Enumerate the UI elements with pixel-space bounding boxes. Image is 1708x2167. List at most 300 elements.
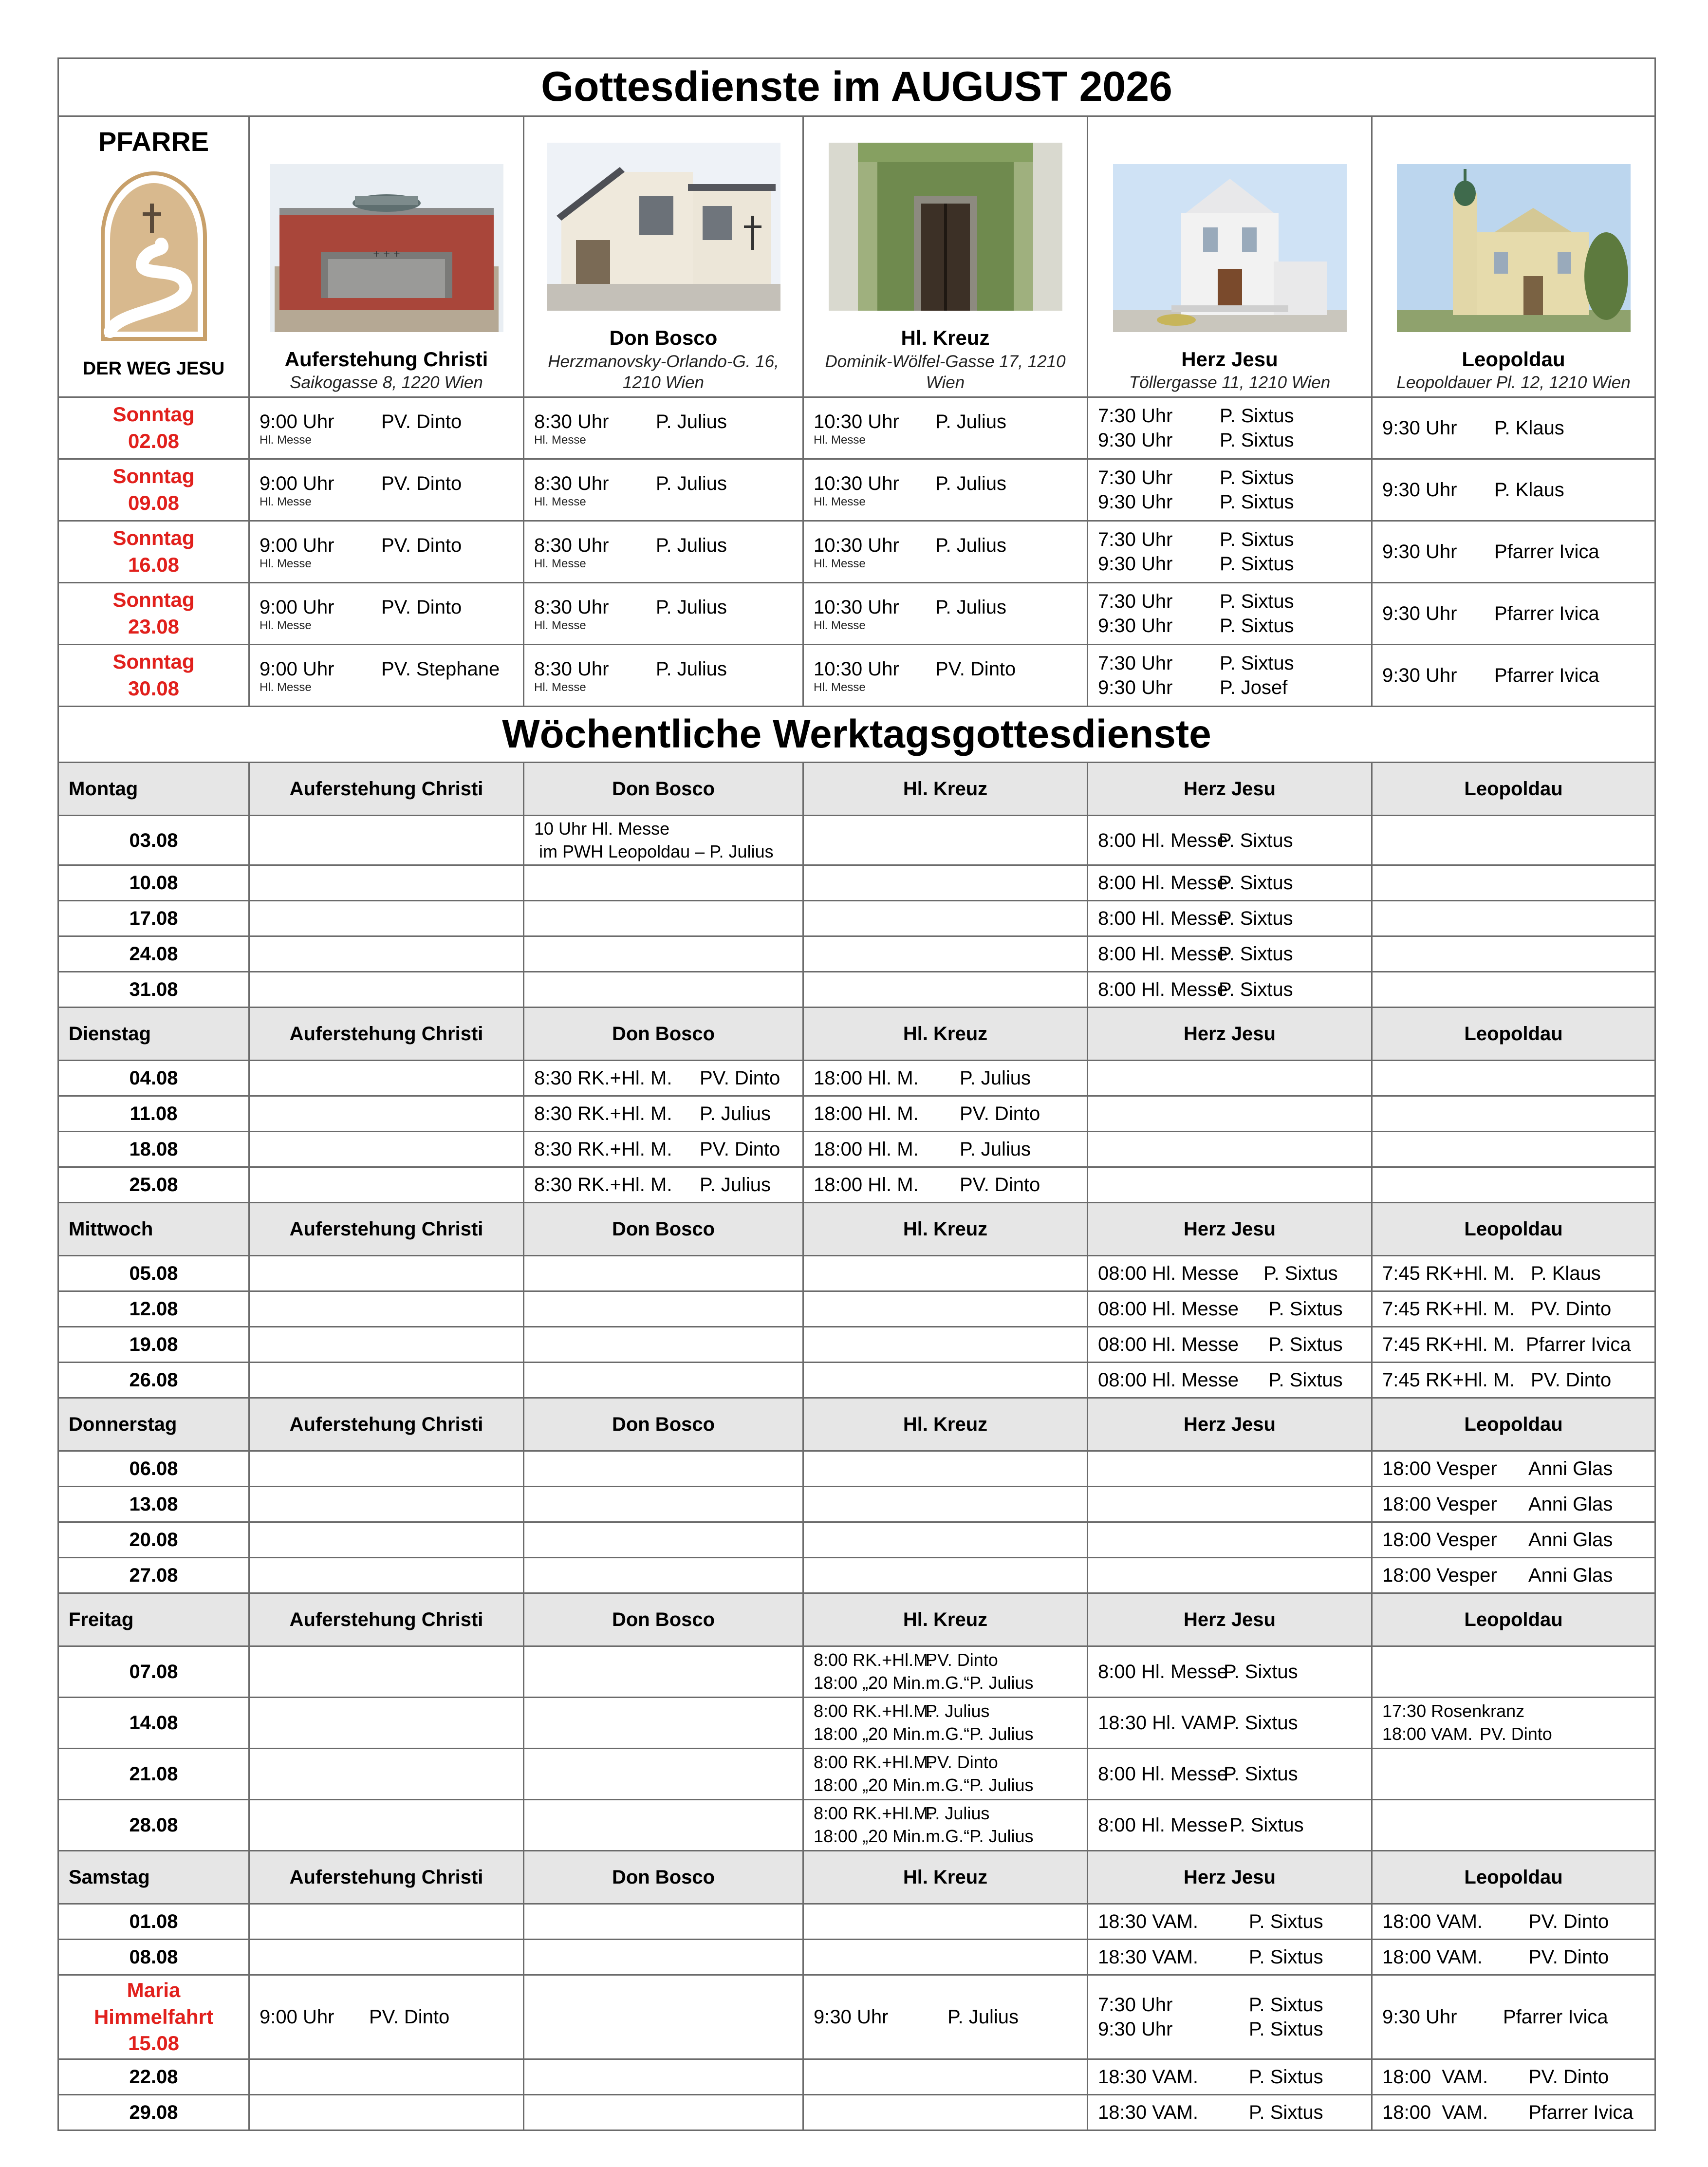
- empty-cell: [803, 1451, 1088, 1487]
- logo-bottom-text: DER WEG JESU: [82, 358, 225, 379]
- service-text: 18:30 VAM.: [1098, 2102, 1199, 2123]
- empty-cell: [249, 1061, 524, 1096]
- service-cell: [1088, 1646, 1372, 1698]
- service-cell: [1372, 1291, 1655, 1327]
- service-priest: Pfarrer Ivica: [1528, 2102, 1634, 2123]
- weekday-section-title: Wöchentliche Werktagsgottesdienste: [58, 707, 1655, 763]
- column-header: Auferstehung Christi: [249, 1851, 524, 1904]
- empty-cell: [803, 1327, 1088, 1363]
- service-cell: [803, 1167, 1088, 1203]
- service-text: 8:00 RK.+Hl.M.: [814, 1803, 933, 1824]
- empty-cell: [524, 1698, 803, 1749]
- service-time: 10:30 Uhr: [814, 411, 899, 432]
- empty-cell: [524, 1451, 803, 1487]
- service-priest: P. Sixtus: [1263, 1263, 1338, 1284]
- service-time: 8:30 Uhr: [534, 596, 609, 618]
- service-text: 18:00 „20 Min.m.G.“P. Julius: [814, 1775, 1034, 1795]
- sunday-date-cell: [58, 583, 249, 645]
- service-text: 18:00 „20 Min.m.G.“P. Julius: [814, 1673, 1034, 1693]
- column-header: Auferstehung Christi: [249, 1203, 524, 1256]
- service-priest: P. Klaus: [1494, 417, 1564, 439]
- service-priest: P. Julius: [935, 472, 1007, 494]
- column-header: Auferstehung Christi: [249, 763, 524, 816]
- sunday-date: 16.08: [128, 553, 180, 576]
- column-header: Hl. Kreuz: [803, 1398, 1088, 1451]
- empty-cell: [249, 1646, 524, 1698]
- page-title: Gottesdienste im AUGUST 2026: [58, 58, 1655, 116]
- table-row: [58, 1646, 1655, 1698]
- service-text: 08:00 Hl. Messe: [1098, 1334, 1239, 1355]
- row-date: 21.08: [58, 1749, 249, 1800]
- empty-cell: [1372, 1800, 1655, 1851]
- church-address: Herzmanovsky-Orlando-G. 16, 1210 Wien: [548, 352, 779, 392]
- weekday-name: Donnerstag: [58, 1398, 249, 1451]
- service-priest: P. Sixtus: [1224, 1661, 1298, 1682]
- table-row: [58, 816, 1655, 865]
- weekday-header-row: [58, 1851, 1655, 1904]
- service-time: 8:30 Uhr: [534, 658, 609, 680]
- empty-cell: [1372, 1749, 1655, 1800]
- column-header: Herz Jesu: [1088, 1593, 1372, 1646]
- service-priest: P. Klaus: [1531, 1263, 1601, 1284]
- logo-top-text: PFARRE: [98, 126, 209, 157]
- table-row: [58, 1487, 1655, 1522]
- sunday-date-cell: [58, 397, 249, 459]
- empty-cell: [803, 1522, 1088, 1558]
- service-cell: [803, 459, 1088, 521]
- service-cell: [249, 521, 524, 583]
- service-priest: P. Sixtus: [1220, 467, 1294, 488]
- service-time: 7:30 Uhr: [1098, 405, 1173, 427]
- row-date: 14.08: [58, 1698, 249, 1749]
- service-cell: [524, 645, 803, 707]
- empty-cell: [803, 816, 1088, 865]
- service-time: 10:30 Uhr: [814, 472, 899, 494]
- column-header: Auferstehung Christi: [249, 1593, 524, 1646]
- table-row: [58, 1327, 1655, 1363]
- row-date: 22.08: [58, 2059, 249, 2095]
- service-cell: [524, 459, 803, 521]
- table-row: [58, 1291, 1655, 1327]
- sunday-label: Sonntag: [112, 650, 195, 673]
- service-priest: P. Julius: [926, 1803, 990, 1824]
- service-time: 7:30 Uhr: [1098, 591, 1173, 612]
- row-date: 11.08: [58, 1096, 249, 1132]
- empty-cell: [803, 2059, 1088, 2095]
- service-cell: [1372, 459, 1655, 521]
- service-text: 18:00 Vesper: [1382, 1529, 1497, 1551]
- empty-cell: [249, 1256, 524, 1291]
- service-priest: Pfarrer Ivica: [1494, 665, 1599, 686]
- service-priest: P. Sixtus: [1249, 1946, 1323, 1968]
- empty-cell: [803, 901, 1088, 936]
- service-priest: Anni Glas: [1528, 1458, 1613, 1479]
- service-text: 8:00 Hl. Messe: [1098, 979, 1228, 1000]
- table-row: [58, 1363, 1655, 1398]
- table-row: [58, 1749, 1655, 1800]
- service-cell: [1088, 1975, 1372, 2059]
- service-text: 8:30 RK.+Hl. M.: [534, 1174, 672, 1196]
- service-time: 9:00 Uhr: [260, 472, 334, 494]
- service-type: Hl. Messe: [260, 680, 312, 694]
- empty-cell: [524, 901, 803, 936]
- row-date: 24.08: [58, 936, 249, 972]
- service-cell: [1088, 1698, 1372, 1749]
- weekday-name: Samstag: [58, 1851, 249, 1904]
- service-priest: P. Sixtus: [1229, 1814, 1304, 1836]
- service-priest: P. Julius: [700, 1174, 771, 1196]
- service-type: Hl. Messe: [260, 618, 312, 632]
- service-cell: [1088, 1256, 1372, 1291]
- empty-cell: [249, 1363, 524, 1398]
- service-text: 18:30 Hl. VAM.: [1098, 1712, 1228, 1734]
- church-name: Leopoldau: [1462, 347, 1565, 371]
- service-cell: [1372, 1256, 1655, 1291]
- service-cell: [803, 521, 1088, 583]
- weekday-name: Mittwoch: [58, 1203, 249, 1256]
- empty-cell: [803, 1558, 1088, 1593]
- row-date: 10.08: [58, 865, 249, 901]
- service-priest: PV. Dinto: [700, 1139, 780, 1160]
- feast-row: [58, 1975, 1655, 2059]
- service-priest: P. Sixtus: [1224, 1712, 1298, 1734]
- service-time: 9:30 Uhr: [1098, 677, 1173, 698]
- service-priest: Anni Glas: [1528, 1529, 1613, 1551]
- empty-cell: [524, 972, 803, 1008]
- table-row: [58, 972, 1655, 1008]
- row-date: 27.08: [58, 1558, 249, 1593]
- table-row: [58, 2095, 1655, 2130]
- service-text: 8:00 RK.+Hl.M.: [814, 1752, 933, 1773]
- empty-cell: [249, 936, 524, 972]
- service-priest: PV. Stephane: [381, 658, 500, 680]
- service-cell: [1372, 1363, 1655, 1398]
- church-header-donbosco: [524, 116, 803, 397]
- empty-cell: [524, 1487, 803, 1522]
- service-priest: P. Klaus: [1494, 479, 1564, 501]
- empty-cell: [1372, 936, 1655, 972]
- schedule-table: [57, 57, 1656, 2131]
- column-header: Don Bosco: [524, 1008, 803, 1061]
- service-time: 9:30 Uhr: [1098, 553, 1173, 575]
- service-priest: P. Sixtus: [1220, 491, 1294, 513]
- service-cell: [1372, 2059, 1655, 2095]
- empty-cell: [249, 1749, 524, 1800]
- column-header: Hl. Kreuz: [803, 1008, 1088, 1061]
- service-priest: P. Julius: [656, 596, 727, 618]
- empty-cell: [249, 1451, 524, 1487]
- church-photo-leopoldau: [1397, 164, 1631, 332]
- service-cell: [1372, 645, 1655, 707]
- empty-cell: [249, 1096, 524, 1132]
- service-cell: [1372, 583, 1655, 645]
- table-row: [58, 1522, 1655, 1558]
- service-text: 08:00 Hl. Messe: [1098, 1369, 1239, 1391]
- row-date: 06.08: [58, 1451, 249, 1487]
- column-header: Herz Jesu: [1088, 1851, 1372, 1904]
- service-text: 18:00 „20 Min.m.G.“P. Julius: [814, 1724, 1034, 1744]
- empty-cell: [249, 1800, 524, 1851]
- church-name: Auferstehung Christi: [284, 347, 488, 371]
- service-cell: [524, 1167, 803, 1203]
- service-priest: P. Sixtus: [1220, 405, 1294, 427]
- feast-name: Himmelfahrt: [93, 2005, 214, 2028]
- table-row: [58, 1167, 1655, 1203]
- sunday-date-cell: [58, 459, 249, 521]
- empty-cell: [524, 865, 803, 901]
- empty-cell: [1088, 1451, 1372, 1487]
- table-row: [58, 1940, 1655, 1975]
- service-priest: PV. Dinto: [926, 1752, 998, 1773]
- service-text: 18:00 „20 Min.m.G.“P. Julius: [814, 1826, 1034, 1846]
- service-priest: P. Julius: [926, 1701, 990, 1721]
- service-type: Hl. Messe: [814, 618, 866, 632]
- service-priest: P. Sixtus: [1249, 1911, 1323, 1932]
- service-text: 08:00 Hl. Messe: [1098, 1263, 1239, 1284]
- service-cell: [249, 459, 524, 521]
- church-header-hlkreuz: [803, 116, 1088, 397]
- service-type: Hl. Messe: [534, 495, 586, 508]
- service-time: 9:30 Uhr: [1382, 2006, 1457, 2028]
- service-cell: [1088, 1749, 1372, 1800]
- service-cell: [1088, 2095, 1372, 2130]
- service-text: 8:00 Hl. Messe: [1098, 1661, 1228, 1682]
- service-type: Hl. Messe: [814, 557, 866, 570]
- service-cell: [1088, 397, 1372, 459]
- table-row: [58, 1698, 1655, 1749]
- service-text: 8:00 RK.+Hl.M.: [814, 1701, 933, 1721]
- column-header: Hl. Kreuz: [803, 1203, 1088, 1256]
- service-priest: PV. Dinto: [1528, 2066, 1609, 2088]
- empty-cell: [249, 865, 524, 901]
- parish-logo-icon: [88, 164, 220, 349]
- table-row: [58, 1061, 1655, 1096]
- empty-cell: [524, 1327, 803, 1363]
- service-priest: P. Sixtus: [1219, 943, 1293, 965]
- sunday-row: [58, 397, 1655, 459]
- service-cell: [524, 583, 803, 645]
- empty-cell: [524, 936, 803, 972]
- service-cell: [249, 397, 524, 459]
- service-cell: [803, 1096, 1088, 1132]
- sunday-row: [58, 521, 1655, 583]
- service-cell: [1088, 865, 1372, 901]
- service-cell: [1372, 1975, 1655, 2059]
- service-cell: [524, 521, 803, 583]
- service-cell: [1088, 816, 1372, 865]
- empty-cell: [249, 1132, 524, 1167]
- feast-date: 15.08: [128, 2032, 180, 2055]
- table-row: [58, 1256, 1655, 1291]
- service-cell: [249, 583, 524, 645]
- service-priest: P. Sixtus: [1224, 1763, 1298, 1785]
- service-time: 10:30 Uhr: [814, 534, 899, 556]
- sunday-row: [58, 459, 1655, 521]
- service-time: 9:30 Uhr: [1098, 491, 1173, 513]
- service-text: 18:30 VAM.: [1098, 2066, 1199, 2088]
- column-header: Leopoldau: [1372, 1203, 1655, 1256]
- column-header: Hl. Kreuz: [803, 1851, 1088, 1904]
- row-date: 03.08: [58, 816, 249, 865]
- empty-cell: [524, 2095, 803, 2130]
- service-time: 9:30 Uhr: [1382, 541, 1457, 562]
- service-cell: [1088, 1363, 1372, 1398]
- service-cell: [1372, 1698, 1655, 1749]
- empty-cell: [1372, 1167, 1655, 1203]
- empty-cell: [524, 2059, 803, 2095]
- table-row: [58, 1096, 1655, 1132]
- row-date: 12.08: [58, 1291, 249, 1327]
- service-priest: Pfarrer Ivica: [1526, 1334, 1631, 1355]
- service-cell: [803, 583, 1088, 645]
- service-type: Hl. Messe: [534, 680, 586, 694]
- service-time: 8:30 Uhr: [534, 534, 609, 556]
- row-date: 07.08: [58, 1646, 249, 1698]
- service-time: 9:30 Uhr: [1098, 430, 1173, 451]
- service-type: Hl. Messe: [260, 495, 312, 508]
- service-time: 10:30 Uhr: [814, 658, 899, 680]
- table-row: [58, 1558, 1655, 1593]
- church-address: Töllergasse 11, 1210 Wien: [1129, 373, 1331, 392]
- empty-cell: [1088, 1167, 1372, 1203]
- service-priest: P. Sixtus: [1268, 1369, 1343, 1391]
- service-time: 7:30 Uhr: [1098, 467, 1173, 488]
- service-priest: P. Sixtus: [1249, 1994, 1323, 2016]
- service-cell: [524, 816, 803, 865]
- service-priest: PV. Dinto: [960, 1103, 1040, 1124]
- empty-cell: [1088, 1558, 1372, 1593]
- svg-text:+ + +: + + +: [372, 248, 400, 259]
- empty-cell: [524, 1940, 803, 1975]
- service-text: 8:00 Hl. Messe: [1098, 829, 1228, 851]
- service-time: 10:30 Uhr: [814, 596, 899, 618]
- service-priest: PV. Dinto: [381, 534, 462, 556]
- church-name: Herz Jesu: [1181, 347, 1278, 371]
- service-text: 18:00 Vesper: [1382, 1565, 1497, 1586]
- service-cell: [1372, 521, 1655, 583]
- service-type: Hl. Messe: [814, 433, 866, 447]
- service-text: 18:00 VAM.: [1382, 1911, 1483, 1932]
- empty-cell: [249, 1167, 524, 1203]
- service-text: 7:45 RK+Hl. M.: [1382, 1334, 1515, 1355]
- service-priest: PV. Dinto: [1528, 1911, 1609, 1932]
- sunday-date-cell: [58, 645, 249, 707]
- service-cell: [1088, 1940, 1372, 1975]
- service-time: 7:30 Uhr: [1098, 1994, 1173, 2016]
- service-time: 9:30 Uhr: [1098, 615, 1173, 636]
- church-address: Dominik-Wölfel-Gasse 17, 1210 Wien: [825, 352, 1066, 392]
- service-priest: PV. Dinto: [1480, 1724, 1552, 1744]
- row-date: 29.08: [58, 2095, 249, 2130]
- column-header: Leopoldau: [1372, 1398, 1655, 1451]
- service-cell: [524, 397, 803, 459]
- feast-name: Maria: [127, 1979, 181, 2002]
- table-row: [58, 1904, 1655, 1940]
- service-priest: P. Sixtus: [1219, 979, 1293, 1000]
- empty-cell: [524, 1256, 803, 1291]
- service-text: 18:30 VAM.: [1098, 1946, 1199, 1968]
- service-text: 7:45 RK+Hl. M.: [1382, 1298, 1515, 1320]
- service-priest: P. Sixtus: [1249, 2066, 1323, 2088]
- column-header: Don Bosco: [524, 1593, 803, 1646]
- empty-cell: [249, 1698, 524, 1749]
- empty-cell: [803, 936, 1088, 972]
- empty-cell: [249, 2059, 524, 2095]
- service-priest: Anni Glas: [1528, 1494, 1613, 1515]
- empty-cell: [524, 1904, 803, 1940]
- row-date: 26.08: [58, 1363, 249, 1398]
- service-time: 9:30 Uhr: [1382, 665, 1457, 686]
- service-time: 8:30 Uhr: [534, 472, 609, 494]
- service-cell: [1372, 1327, 1655, 1363]
- service-cell: [249, 645, 524, 707]
- row-date: 08.08: [58, 1940, 249, 1975]
- weekday-header-row: [58, 763, 1655, 816]
- service-priest: P. Sixtus: [1220, 615, 1294, 636]
- empty-cell: [803, 2095, 1088, 2130]
- weekday-header-row: [58, 1008, 1655, 1061]
- row-date: 01.08: [58, 1904, 249, 1940]
- service-text: 18:00 Hl. M.: [814, 1103, 919, 1124]
- service-type: Hl. Messe: [260, 557, 312, 570]
- service-priest: Pfarrer Ivica: [1494, 541, 1599, 562]
- church-photo-auferstehung: [270, 164, 503, 332]
- column-header: Don Bosco: [524, 1398, 803, 1451]
- feast-date-cell: [58, 1975, 249, 2059]
- schedule-sheet: [57, 57, 1654, 2131]
- empty-cell: [803, 1363, 1088, 1398]
- service-cell: [803, 1646, 1088, 1698]
- service-priest: P. Sixtus: [1268, 1334, 1343, 1355]
- service-priest: PV. Dinto: [926, 1650, 998, 1670]
- row-date: 28.08: [58, 1800, 249, 1851]
- service-priest: Anni Glas: [1528, 1565, 1613, 1586]
- table-row: [58, 936, 1655, 972]
- empty-cell: [1088, 1522, 1372, 1558]
- service-priest: P. Sixtus: [1220, 430, 1294, 451]
- church-header-auferstehung: [249, 116, 524, 397]
- service-time: 9:30 Uhr: [1382, 417, 1457, 439]
- row-date: 19.08: [58, 1327, 249, 1363]
- sunday-label: Sonntag: [112, 526, 195, 550]
- service-cell: [1088, 1291, 1372, 1327]
- empty-cell: [1372, 816, 1655, 865]
- service-cell: [1088, 645, 1372, 707]
- column-header: Leopoldau: [1372, 1593, 1655, 1646]
- service-time: 7:30 Uhr: [1098, 653, 1173, 674]
- service-text: 7:45 RK+Hl. M.: [1382, 1263, 1515, 1284]
- service-priest: P. Julius: [935, 411, 1007, 432]
- sunday-date-cell: [58, 521, 249, 583]
- service-cell: [1088, 972, 1372, 1008]
- table-row: [58, 901, 1655, 936]
- service-priest: P. Sixtus: [1220, 553, 1294, 575]
- weekday-header-row: [58, 1593, 1655, 1646]
- service-time: 9:00 Uhr: [260, 534, 334, 556]
- service-text: 18:00 VAM.: [1382, 1724, 1473, 1744]
- service-time: 9:00 Uhr: [260, 596, 334, 618]
- service-cell: [1372, 2095, 1655, 2130]
- sunday-label: Sonntag: [112, 588, 195, 612]
- service-text: 18:00 VAM.: [1382, 1946, 1483, 1968]
- service-priest: Pfarrer Ivica: [1503, 2006, 1608, 2028]
- service-cell: [803, 1698, 1088, 1749]
- service-type: Hl. Messe: [260, 433, 312, 447]
- service-priest: P. Sixtus: [1249, 2102, 1323, 2123]
- service-priest: P. Julius: [656, 534, 727, 556]
- service-cell: [249, 1975, 524, 2059]
- service-priest: P. Julius: [960, 1067, 1031, 1089]
